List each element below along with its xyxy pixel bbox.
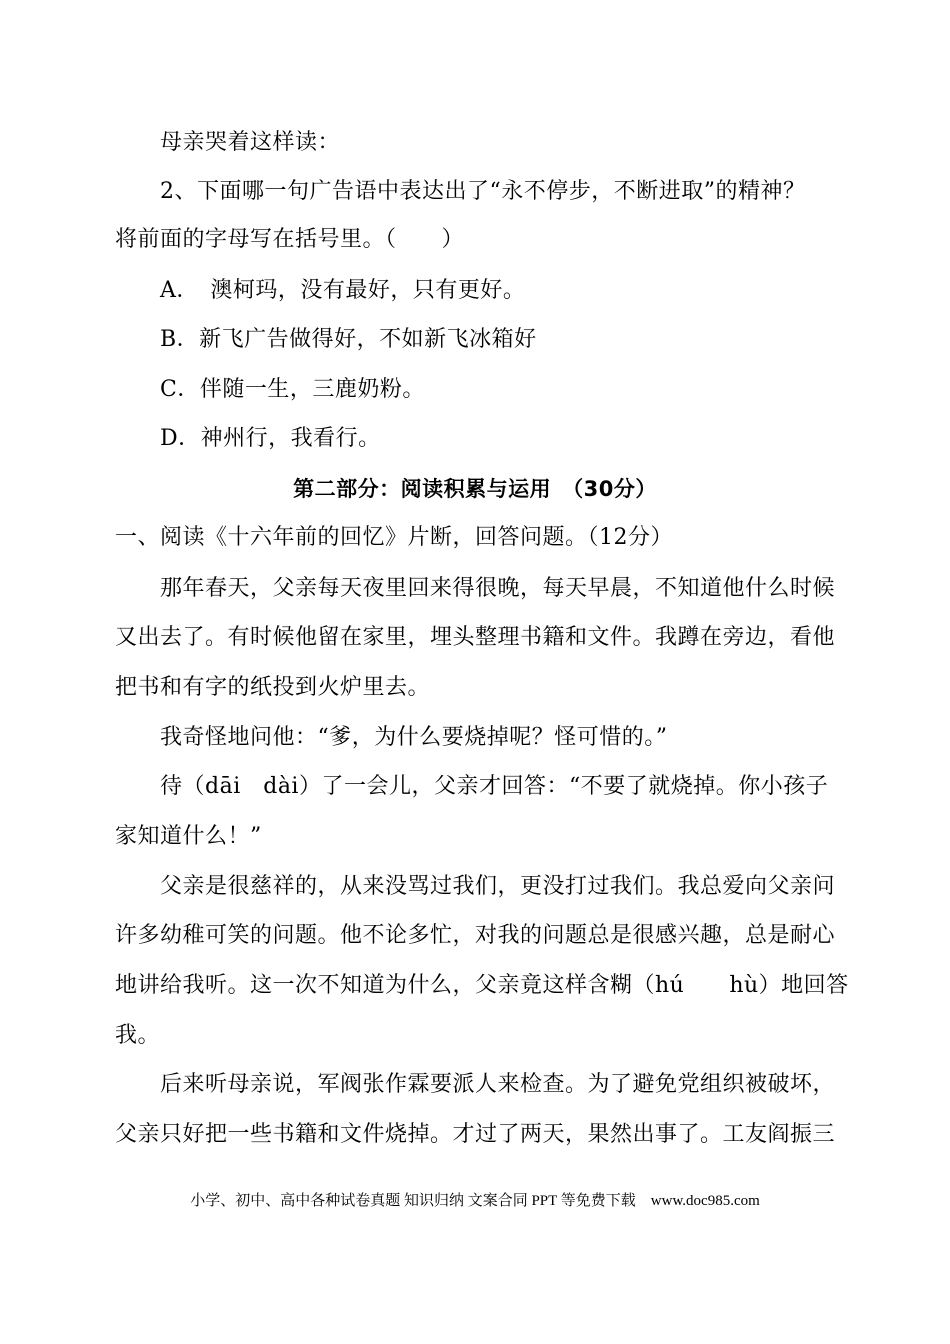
option-a: A． 澳柯玛，没有最好，只有更好。 [160, 278, 526, 303]
question-2: 2、下面哪一句广告语中表达出了“永不停步，不断进取”的精神？ [160, 179, 806, 204]
passage-line: 父亲是很慈祥的，从来没骂过我们，更没打过我们。我总爱向父亲问 [160, 874, 836, 899]
text-line: 母亲哭着这样读： [160, 130, 341, 155]
passage-line: 后来听母亲说，军阀张作霖要派人来检查。为了避免党组织被破坏， [160, 1072, 836, 1097]
passage-line: 那年春天，父亲每天夜里回来得很晚，每天早晨，不知道他什么时候 [160, 576, 836, 601]
reading-question-title: 一、阅读《十六年前的回忆》片断，回答问题。（12分） [115, 525, 673, 550]
question-2-instruction: 将前面的字母写在括号里。（ ） [115, 227, 465, 252]
page-footer: 小学、初中、高中各种试卷真题 知识归纳 文案合同 PPT 等免费下载 www.doc985.com [190, 1193, 760, 1209]
passage-line: 我。 [115, 1023, 161, 1048]
passage-line: 父亲只好把一些书籍和文件烧掉。才过了两天，果然出事了。工友阎振三 [115, 1122, 836, 1147]
section-heading: 第二部分：阅读积累与运用 （30分） [293, 477, 657, 501]
passage-line: 家知道什么！” [115, 824, 262, 849]
passage-line: 地讲给我听。这一次不知道为什么，父亲竟这样含糊（hú hù）地回答 [115, 973, 849, 998]
passage-line: 我奇怪地问他：“爹，为什么要烧掉呢？怪可惜的。” [160, 725, 668, 750]
passage-line: 又出去了。有时候他留在家里，埋头整理书籍和文件。我蹲在旁边，看他 [115, 625, 836, 650]
passage-line: 把书和有字的纸投到火炉里去。 [115, 675, 431, 700]
passage-line: 许多幼稚可笑的问题。他不论多忙，对我的问题总是很感兴趣，总是耐心 [115, 923, 836, 948]
passage-line: 待（dāi dài）了一会儿，父亲才回答：“不要了就烧掉。你小孩子 [160, 774, 829, 799]
option-b: B．新飞广告做得好，不如新飞冰箱好 [160, 327, 537, 352]
option-d: D．神州行，我看行。 [160, 426, 381, 451]
option-c: C．伴随一生，三鹿奶粉。 [160, 377, 425, 402]
